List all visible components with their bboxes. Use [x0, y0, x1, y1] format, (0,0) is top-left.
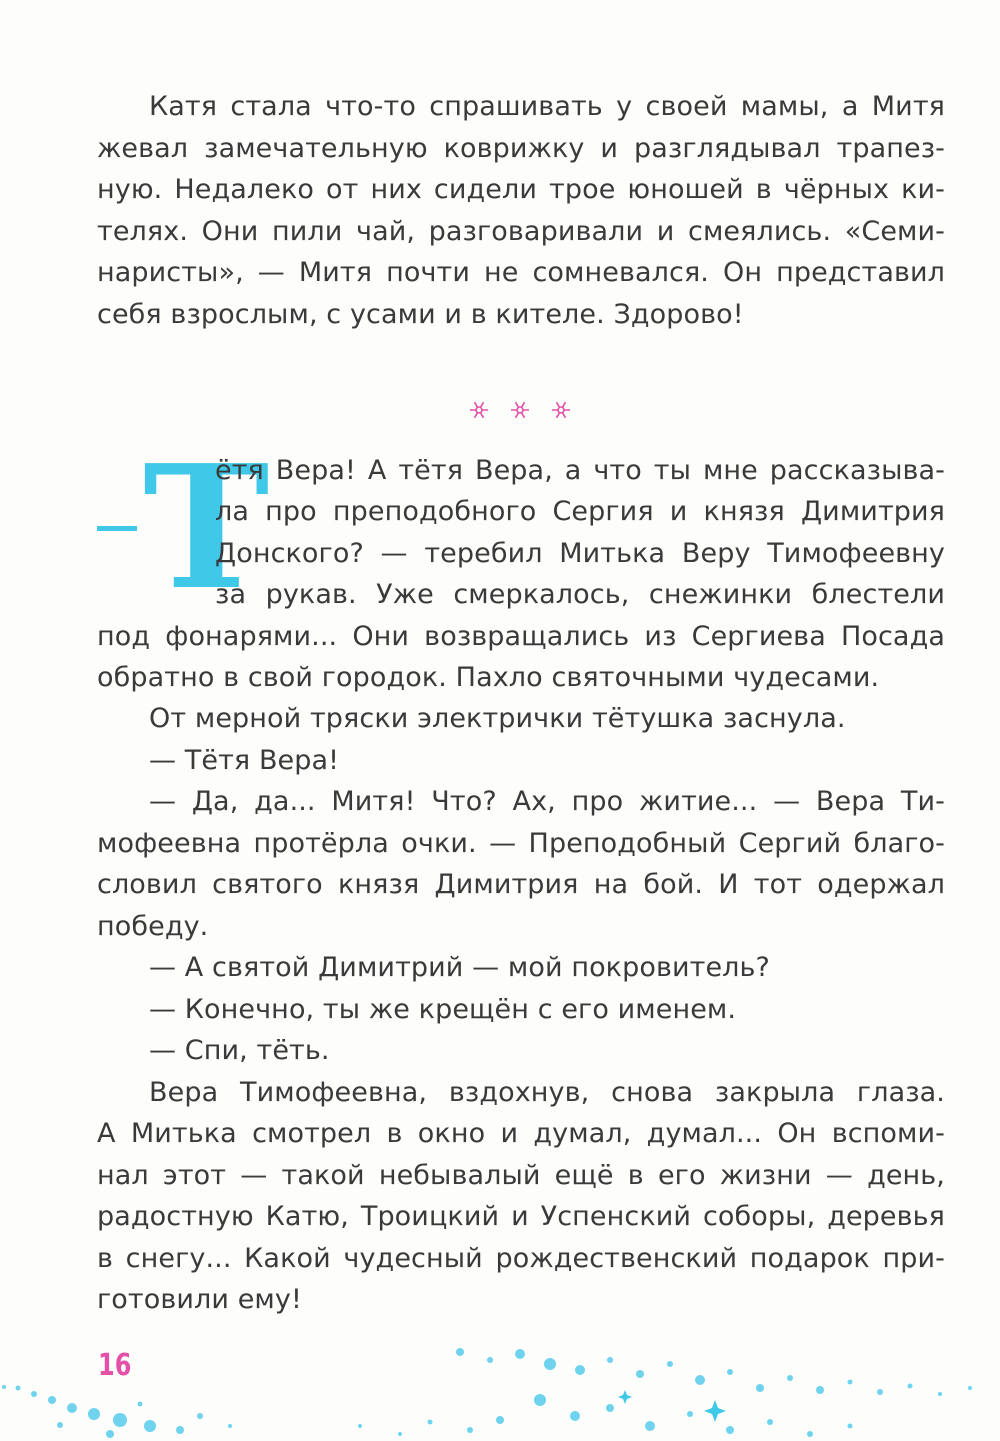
- drop-cap: Т: [143, 428, 270, 628]
- snowflake-icon: [470, 402, 488, 418]
- text-line: ла про преподобного Сергия и князя Димитрия: [215, 496, 945, 527]
- text-line: жевал замечательную коврижку и разглядывал трапез-: [97, 133, 945, 164]
- text-line: — Конечно, ты же крещён с его именем.: [149, 994, 737, 1025]
- text-line: нал этот — такой небывалый ещё в его жизни — день,: [97, 1160, 945, 1191]
- text-line: в снегу... Какой чудесный рождественский подарок при-: [97, 1243, 945, 1274]
- text-line: обратно в свой городок. Пахло святочными чудесами.: [97, 662, 880, 693]
- text-line: — Тётя Вера!: [149, 745, 340, 776]
- text-line: телях. Они пили чай, разговаривали и смеялись. «Семи-: [97, 216, 945, 247]
- text-line: радостную Катю, Троицкий и Успенский соборы, деревья: [97, 1201, 945, 1232]
- text-line: ную. Недалеко от них сидели трое юношей в чёрных ки-: [97, 174, 945, 205]
- page-number: 16: [98, 1348, 132, 1383]
- dialogue-dash: [97, 526, 137, 531]
- snowflake-icon: [511, 402, 529, 418]
- text-line: за рукав. Уже смеркалось, снежинки блестели: [215, 579, 945, 610]
- text-line: А Митька смотрел в окно и думал, думал... Он вспоми-: [97, 1118, 945, 1149]
- text-line: ётя Вера! А тётя Вера, а что ты мне рассказыва-: [215, 455, 945, 486]
- text-line: Донского? — теребил Митька Веру Тимофеевну: [215, 538, 945, 569]
- text-line: наристы», — Митя почти не сомневался. Он представил: [97, 257, 945, 288]
- text-line: под фонарями... Они возвращались из Сергиева Посада: [97, 621, 945, 652]
- snow-dots-decoration: [0, 1330, 1000, 1441]
- text-line: мофеевна протёрла очки. — Преподобный Сергий благо-: [97, 828, 945, 859]
- text-line: — Спи, тёть.: [149, 1035, 330, 1066]
- text-line: готовили ему!: [97, 1284, 302, 1315]
- text-line: победу.: [97, 911, 209, 942]
- text-line: — Да, да... Митя! Что? Ах, про житие... — Вера Ти-: [149, 786, 945, 817]
- text-line: Вера Тимофеевна, вздохнув, снова закрыла глаза.: [149, 1077, 945, 1108]
- text-line: Катя стала что-то спрашивать у своей мамы, а Митя: [149, 91, 945, 122]
- text-line: словил святого князя Димитрия на бой. И тот одержал: [97, 869, 945, 900]
- snowflake-separator: [462, 395, 582, 425]
- snowflake-icon: [552, 402, 570, 418]
- text-line: себя взрослым, с усами и в кителе. Здорово!: [97, 299, 744, 330]
- text-line: — А святой Димитрий — мой покровитель?: [149, 952, 770, 983]
- text-line: От мерной тряски электрички тётушка заснула.: [149, 703, 846, 734]
